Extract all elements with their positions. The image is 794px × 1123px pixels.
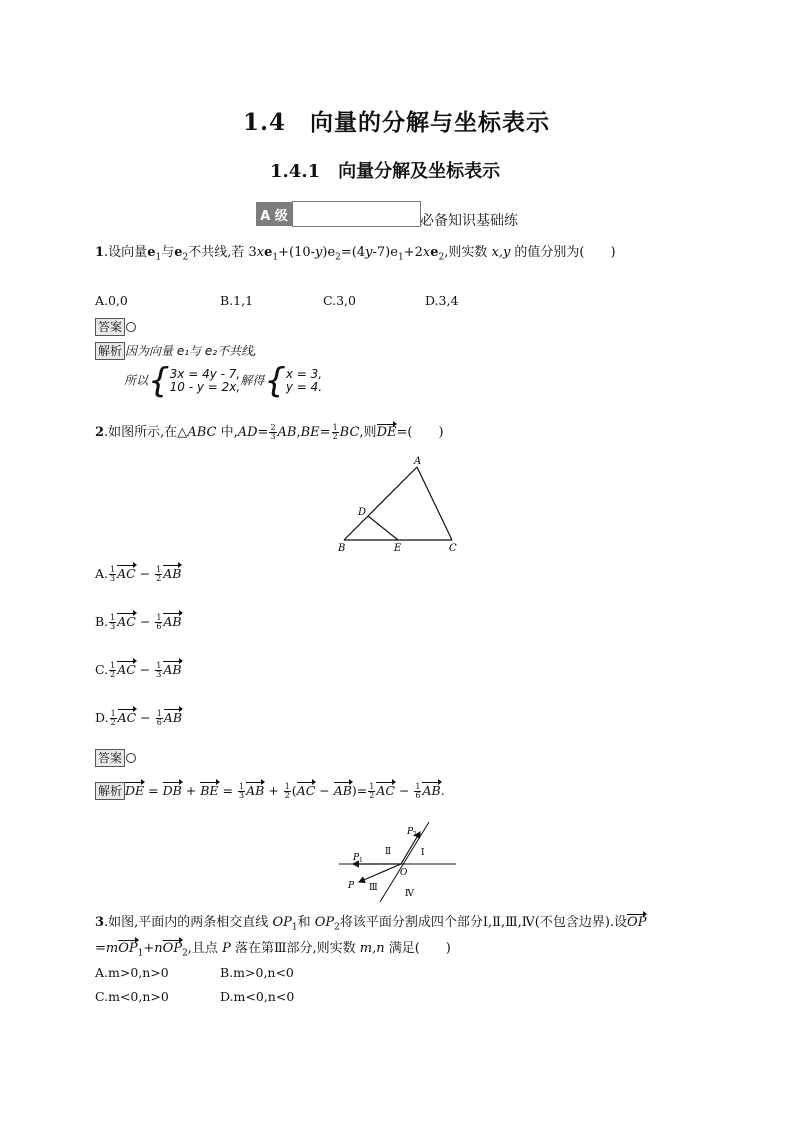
q2-answer — [95, 747, 136, 767]
page-subtitle: 1.4.1 向量分解及坐标表示 — [270, 161, 501, 182]
label-region-1: Ⅰ — [421, 848, 425, 858]
q1-option-a[interactable]: A.0,0 — [95, 293, 128, 308]
answer-circle-icon — [126, 322, 136, 332]
label-o: O — [400, 868, 408, 878]
q2-analysis: 解析 DE = DB + BE = $\frac{1}{3}$ AB + $\frac{1}{2}$ (AC − AB)= $\frac{1}{2}$ AC − $\frac{1}{6}$ AB. — [95, 782, 445, 800]
label-e: E — [394, 543, 402, 554]
intersecting-lines-figure — [335, 818, 460, 904]
q3-option-a[interactable]: A.m>0,n>0 — [95, 965, 169, 980]
q2-option-d[interactable]: D. $\frac{1}{2}$ AC − $\frac{1}{6}$ AB — [95, 709, 183, 727]
level-blank-box — [292, 201, 421, 227]
answer-tag: 答案 — [95, 318, 125, 336]
label-p1: P — [353, 853, 360, 863]
label-p2-sub: 2 — [413, 831, 417, 838]
q2-option-b[interactable]: B. $\frac{1}{3}$ AC − $\frac{1}{6}$ AB — [95, 613, 182, 631]
label-region-2: Ⅱ — [385, 847, 392, 857]
label-p: P — [348, 881, 355, 891]
label-region-3: Ⅲ — [369, 883, 378, 893]
q1-option-b[interactable]: B.1,1 — [220, 293, 254, 308]
triangle-figure — [330, 452, 470, 557]
q3-option-d[interactable]: D.m<0,n<0 — [220, 989, 295, 1004]
label-d: D — [358, 507, 367, 518]
answer-tag: 答案 — [95, 749, 125, 767]
label-p2: P — [407, 827, 414, 837]
page-title: 1.4 向量的分解与坐标表示 — [243, 109, 551, 136]
q1-answer — [95, 316, 136, 336]
q1-option-d[interactable]: D.3,4 — [425, 293, 459, 308]
question-3-line-1: 3.如图,平面内的两条相交直线 $OP_1$和 $OP_2$将该平面分割成四个部分Ⅰ,Ⅱ,Ⅲ,Ⅳ(不包含边界).设OP — [95, 915, 647, 933]
question-2: 2.如图所示,在△ABC 中,AD= $\frac{2}{3}$ AB,BE= $\frac{1}{2}$ BC,则DE=( ) — [95, 423, 444, 441]
q3-option-b[interactable]: B.m>0,n<0 — [220, 965, 294, 980]
q3-option-c[interactable]: C.m<0,n>0 — [95, 989, 169, 1004]
label-a: A — [414, 456, 422, 467]
analysis-tag: 解析 — [95, 782, 125, 800]
label-c: C — [449, 543, 457, 554]
q1-option-c[interactable]: C.3,0 — [323, 293, 356, 308]
label-region-4: Ⅳ — [405, 889, 414, 899]
answer-circle-icon — [126, 753, 136, 763]
q1-analysis: 解析 因为向量 e₁与 e₂不共线, — [95, 340, 257, 360]
question-3-line-2: =mOP$_1$+nOP$_2$,且点 P 落在第Ⅲ部分,则实数 m,n 满足( ) — [95, 941, 451, 959]
label-p1-sub: 1 — [359, 857, 363, 864]
question-1: 1.设向量$e_1$与$e_2$不共线,若 $3xe_1+(10-y)e_2=(4y-7)e_1+2xe_2$,则实数 x,y 的值分别为( ) — [95, 245, 616, 263]
q1-system: 所以{3x = 4y - 7, 10 - y = 2x,解得{x = 3, y = 4. — [124, 361, 323, 401]
q2-option-c[interactable]: C. $\frac{1}{2}$ AC − $\frac{1}{3}$ AB — [95, 661, 182, 679]
level-badge: A 级 — [256, 202, 292, 226]
label-b: B — [338, 543, 346, 554]
analysis-tag: 解析 — [95, 342, 125, 360]
q2-option-a[interactable]: A. $\frac{1}{3}$ AC − $\frac{1}{2}$ AB — [95, 565, 182, 583]
level-caption: 必备知识基础练 — [420, 213, 518, 229]
